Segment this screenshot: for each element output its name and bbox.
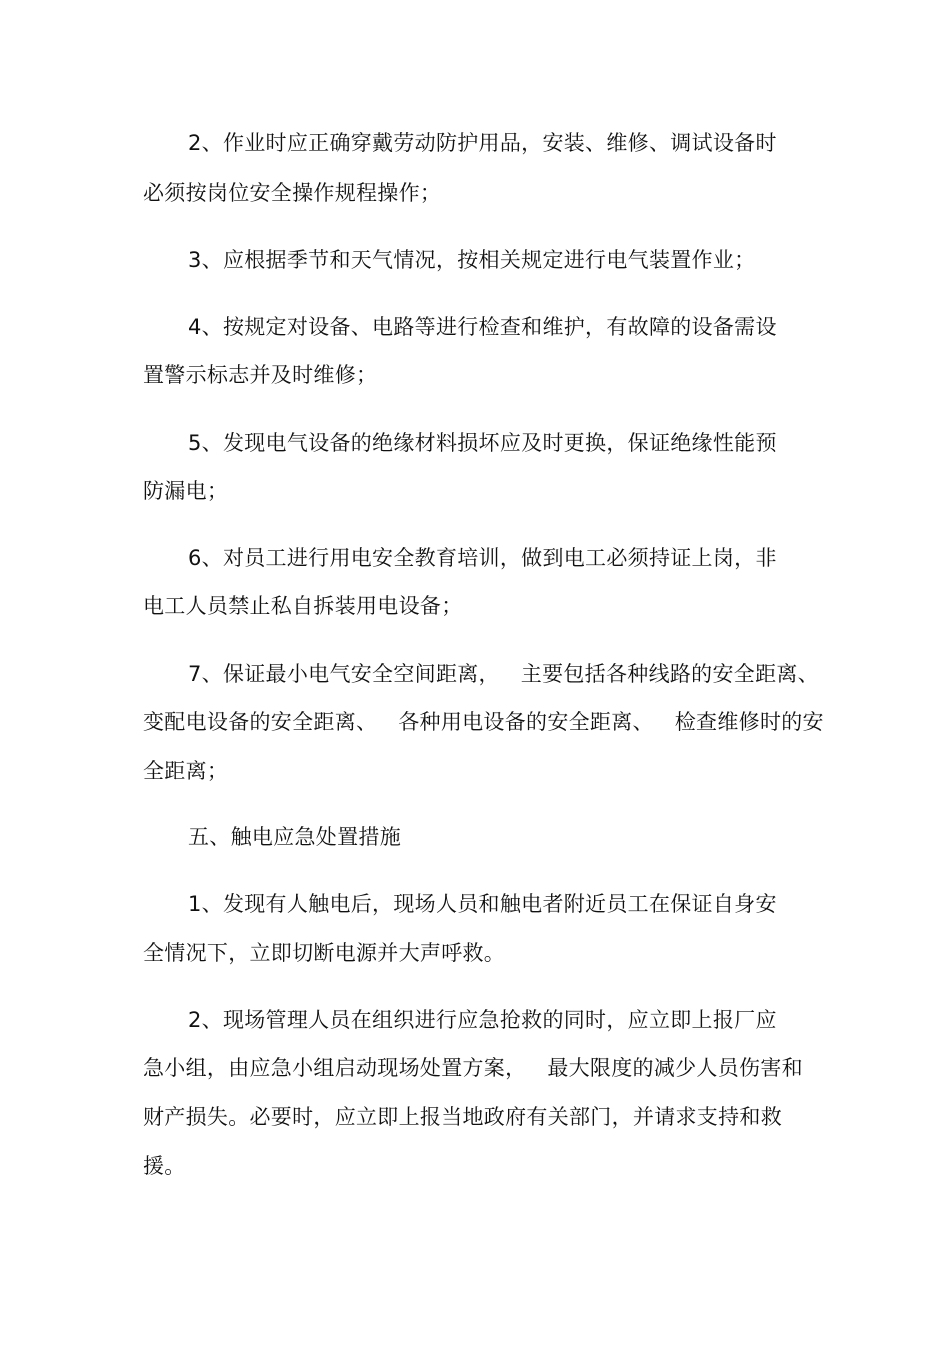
paragraph-5-line-1: 6、对员工进行用电安全教育培训，做到电工必须持证上岗，非 — [188, 546, 777, 570]
paragraph-6-line-1: 7、保证最小电气安全空间距离， 主要包括各种线路的安全距离、 — [188, 662, 819, 686]
paragraph-8-line-2: 急小组，由应急小组启动现场处置方案， 最大限度的减少人员伤害和 — [143, 1056, 803, 1080]
paragraph-2-line-1: 3、应根据季节和天气情况，按相关规定进行电气装置作业； — [188, 248, 756, 272]
paragraph-8-line-1: 2、现场管理人员在组织进行应急抢救的同时，应立即上报厂应 — [188, 1008, 777, 1032]
paragraph-4-line-2: 防漏电； — [143, 479, 229, 503]
paragraph-7-line-2: 全情况下，立即切断电源并大声呼救。 — [143, 941, 506, 965]
paragraph-8-line-3: 财产损失。必要时，应立即上报当地政府有关部门，并请求支持和救 — [143, 1105, 782, 1129]
paragraph-3-line-2: 置警示标志并及时维修； — [143, 363, 378, 387]
paragraph-7-line-1: 1、发现有人触电后，现场人员和触电者附近员工在保证自身安 — [188, 892, 777, 916]
paragraph-4-line-1: 5、发现电气设备的绝缘材料损坏应及时更换，保证绝缘性能预 — [188, 431, 777, 455]
paragraph-6-line-3: 全距离； — [143, 759, 229, 783]
paragraph-1-line-2: 必须按岗位安全操作规程操作； — [143, 181, 442, 205]
paragraph-5-line-2: 电工人员禁止私自拆装用电设备； — [143, 594, 463, 618]
section-heading: 五、触电应急处置措施 — [188, 825, 401, 849]
paragraph-3-line-1: 4、按规定对设备、电路等进行检查和维护，有故障的设备需设 — [188, 315, 777, 339]
paragraph-6-line-2: 变配电设备的安全距离、 各种用电设备的安全距离、 检查维修时的安 — [143, 710, 824, 734]
paragraph-8-line-4: 援。 — [143, 1154, 186, 1178]
paragraph-1-line-1: 2、作业时应正确穿戴劳动防护用品，安装、维修、调试设备时 — [188, 131, 777, 155]
